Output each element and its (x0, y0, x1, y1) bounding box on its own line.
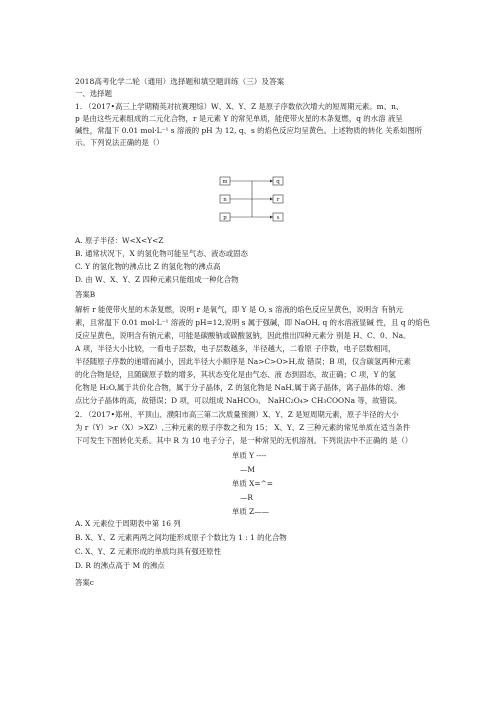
label-n: n (223, 197, 227, 203)
arrow-head (270, 216, 273, 219)
q1-stem-line: 示。下列说法正确的是（） (75, 138, 164, 147)
q1-stem-line: p 是由这些元素组成的二元化合物，r 是元素 Y 的常见单质，能使带火星的木条复燃，q 的水溶 液呈 (75, 114, 403, 123)
label-s: s (276, 215, 280, 221)
q1-explanation-line: 的化合物是烃，且随碳原子数的增多，其状态变化是由气态、液 态到固态，故正确；C 项，Y 的氢 (75, 370, 396, 379)
scheme-line: 单质 Y ---- (232, 451, 267, 460)
q2-stem-line: 下可发生下图转化关系。其中 R 为 10 电子分子，是一种常见的无机溶剂。下列说法中不正确的 是（） (75, 436, 413, 445)
q2-option-d: D. R 的沸点高于 M 的沸点 (75, 561, 165, 570)
scheme-line: —M (240, 465, 255, 474)
q1-answer: 答案B (75, 290, 96, 299)
scheme-line: 单质 X=^= (232, 479, 273, 488)
q2-stem-line: 2. （2017•郑州、平顶山、濮阳市高三第二次质量预测）X、Y、Z 是短周期元素，原子半径的大小 (75, 410, 399, 419)
q1-explanation-line: A 项，半径大小比较，一看电子层数，电子层数越多，半径越大，二看原 子序数，电子层数相同， (75, 344, 396, 353)
q1-explanation-line: 化物是 H₂O,属于共价化合物，属于分子晶体，Z 的氢化物是 NaH,属于离子晶体，离子晶体的熔、沸 (75, 383, 406, 392)
q2-option-b: B. X、Y、Z 元素两两之间均能形成原子个数比为 1 : 1 的化合物 (75, 533, 287, 542)
conversion-diagram (218, 175, 290, 225)
q1-stem-line: 1. （2017•高三上学期精英对抗赛理综）W、X、Y、Z 是原子序数依次增大的短周期元素。m、n、 (75, 102, 404, 111)
doc-title: 2018高考化学二轮（通用）选择题和填空题训练（三）及答案 (75, 77, 285, 86)
q2-option-a: A. X 元素位于周期表中第 16 列 (75, 519, 181, 528)
q1-explanation-line: 素，且常温下 0.01 mol·L⁻¹ 溶液的 pH=12,说明 s 属于强碱，即 NaOH, q 的水溶液显碱 性，且 q 的焰色 (75, 318, 431, 327)
q2-stem-line: 为 r（Y）>r（X）>XZ）,三种元素的原子序数之和为 15； X、Y、Z 三种元素的常见单质在适当条件 (75, 423, 411, 432)
label-m: m (222, 179, 228, 185)
label-p: p (223, 215, 227, 221)
label-r: r (276, 197, 280, 203)
arrow-head (270, 180, 273, 183)
q1-explanation-line: 半径随原子序数的递增而减小，因此半径大小顺序是 Na>C>O>H,故 错误；B 项，仅含碳氢两种元素 (75, 357, 411, 366)
arrow-head (270, 198, 273, 201)
q1-explanation-line: 反应呈黄色，说明含有钠元素，可能是碳酸钠或碳酸氢钠，因此推出四种元素分 别是 H、C、0、Na。 (75, 331, 411, 340)
q1-stem-line: 碱性，常温下 0.01 mol·L⁻¹ s 溶液的 pH 为 12, q、s 的焰色反应均呈黄色。上述物质的转化 关系如图所 (75, 126, 423, 135)
q1-option-c: C. Y 的氢化物的沸点比 Z 的氢化物的沸点高 (75, 262, 221, 271)
q2-answer: 答案c (75, 578, 94, 587)
scheme-line: 单质 Z—— (232, 507, 270, 516)
q1-explanation-line: 点比分子晶体的高，故错误；D 项，可以组成 NaHCO₃、 NaHC₂O₄> CH₃COONa 等，故错误。 (75, 396, 402, 405)
q1-option-b: B. 通常状况下，X 的氢化物可能呈气态、液态或固态 (75, 249, 248, 258)
q2-option-c: C. X、Y、Z 元素形成的单质均具有强还原性 (75, 547, 221, 556)
scheme-line: —R (240, 493, 253, 502)
q1-option-a: A. 原子半径：W<X<Y<Z (75, 236, 164, 245)
q1-option-d: D. 由 W、X、Y、Z 四种元素只能组成一种化合物 (75, 275, 239, 284)
q1-explanation-line: 解析 r 能使带火星的木条复燃，说明 r 是氧气，即 Y 是 O, s 溶液的焰色反应呈黄色，说明含 有钠元 (75, 305, 404, 314)
label-q: q (276, 179, 280, 185)
section-heading: 一、选择题 (75, 89, 112, 98)
